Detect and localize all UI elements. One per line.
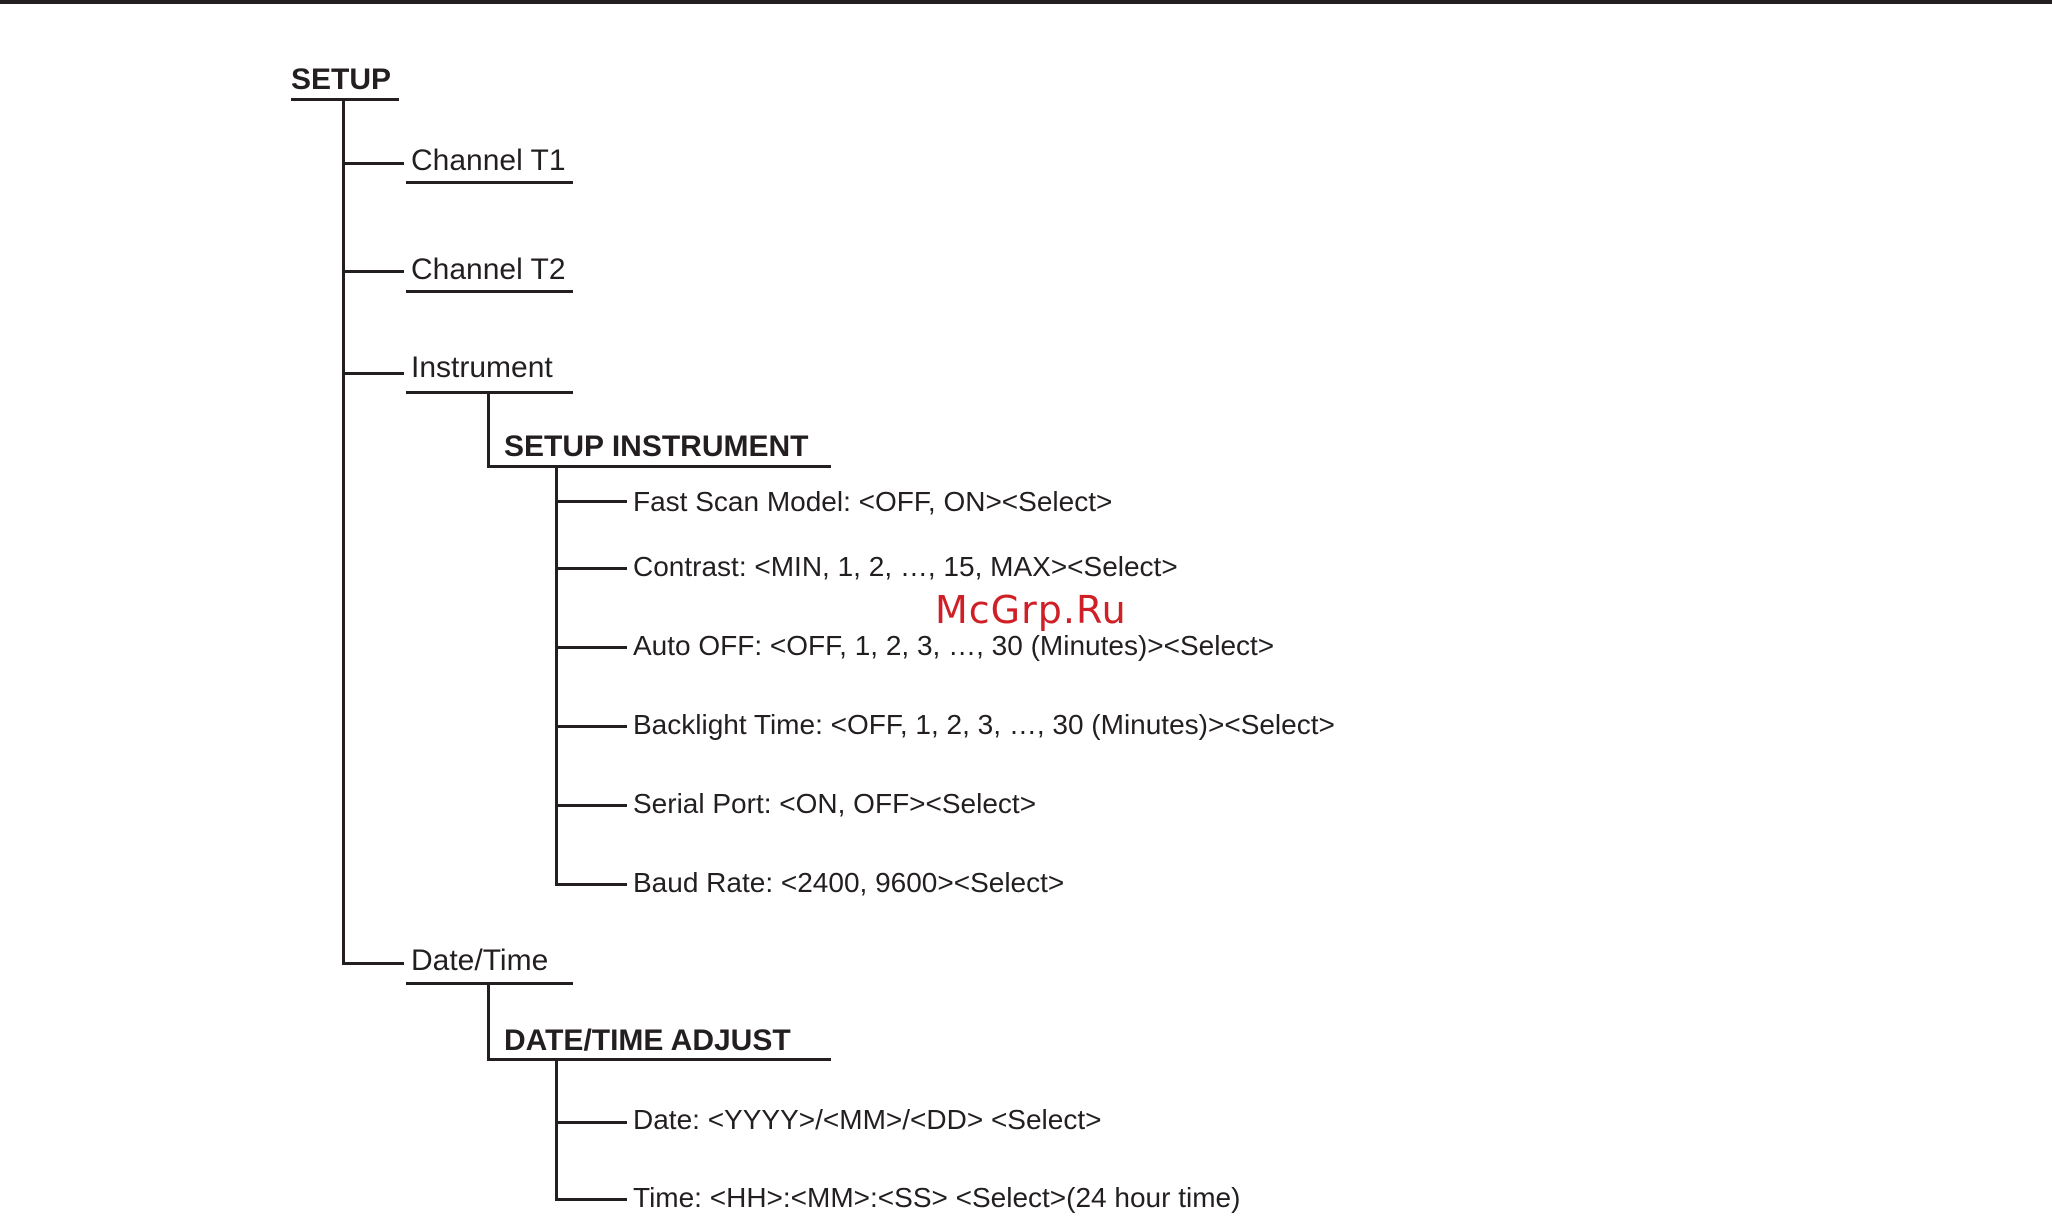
setup-trunk-line (342, 99, 345, 965)
setup-instrument-header: SETUP INSTRUMENT (504, 430, 809, 463)
branch-fast-scan (555, 500, 627, 503)
date-time-adjust-trunk-line (555, 1059, 558, 1201)
menu-item-date-time: Date/Time (411, 944, 549, 977)
date-time-adjust-underline (487, 1058, 831, 1061)
option-contrast: Contrast: <MIN, 1, 2, …, 15, MAX><Select> (633, 551, 1178, 582)
setup-instrument-underline (487, 465, 831, 468)
branch-serial-port (555, 804, 627, 807)
branch-channel-t1 (342, 162, 404, 165)
watermark-text: McGrp.Ru (935, 588, 1127, 632)
branch-date (555, 1121, 627, 1124)
option-date: Date: <YYYY>/<MM>/<DD> <Select> (633, 1104, 1102, 1135)
branch-backlight-time (555, 725, 627, 728)
option-auto-off: Auto OFF: <OFF, 1, 2, 3, …, 30 (Minutes)><Select> (633, 630, 1275, 661)
branch-time (555, 1198, 627, 1201)
menu-item-channel-t2: Channel T2 (411, 253, 566, 286)
top-border-rule (0, 0, 2052, 4)
menu-item-channel-t1: Channel T1 (411, 144, 566, 177)
option-fast-scan-model: Fast Scan Model: <OFF, ON><Select> (633, 486, 1113, 517)
option-time: Time: <HH>:<MM>:<SS> <Select>(24 hour time) (633, 1182, 1241, 1213)
branch-date-time (342, 962, 404, 965)
branch-channel-t2 (342, 270, 404, 273)
date-time-adjust-header: DATE/TIME ADJUST (504, 1024, 791, 1057)
channel-t2-underline (406, 290, 573, 293)
setup-header-underline (291, 98, 399, 101)
option-backlight-time: Backlight Time: <OFF, 1, 2, 3, …, 30 (Minutes)><Select> (633, 709, 1335, 740)
branch-instrument (342, 372, 404, 375)
branch-baud-rate (555, 883, 627, 886)
menu-item-instrument: Instrument (411, 351, 553, 384)
setup-header: SETUP (291, 63, 392, 96)
branch-auto-off (555, 646, 627, 649)
option-baud-rate: Baud Rate: <2400, 9600><Select> (633, 867, 1065, 898)
setup-instrument-trunk-line (555, 466, 558, 886)
instrument-drop-line (487, 392, 490, 467)
date-time-drop-line (487, 983, 490, 1061)
option-serial-port: Serial Port: <ON, OFF><Select> (633, 788, 1037, 819)
branch-contrast (555, 567, 627, 570)
channel-t1-underline (406, 181, 573, 184)
